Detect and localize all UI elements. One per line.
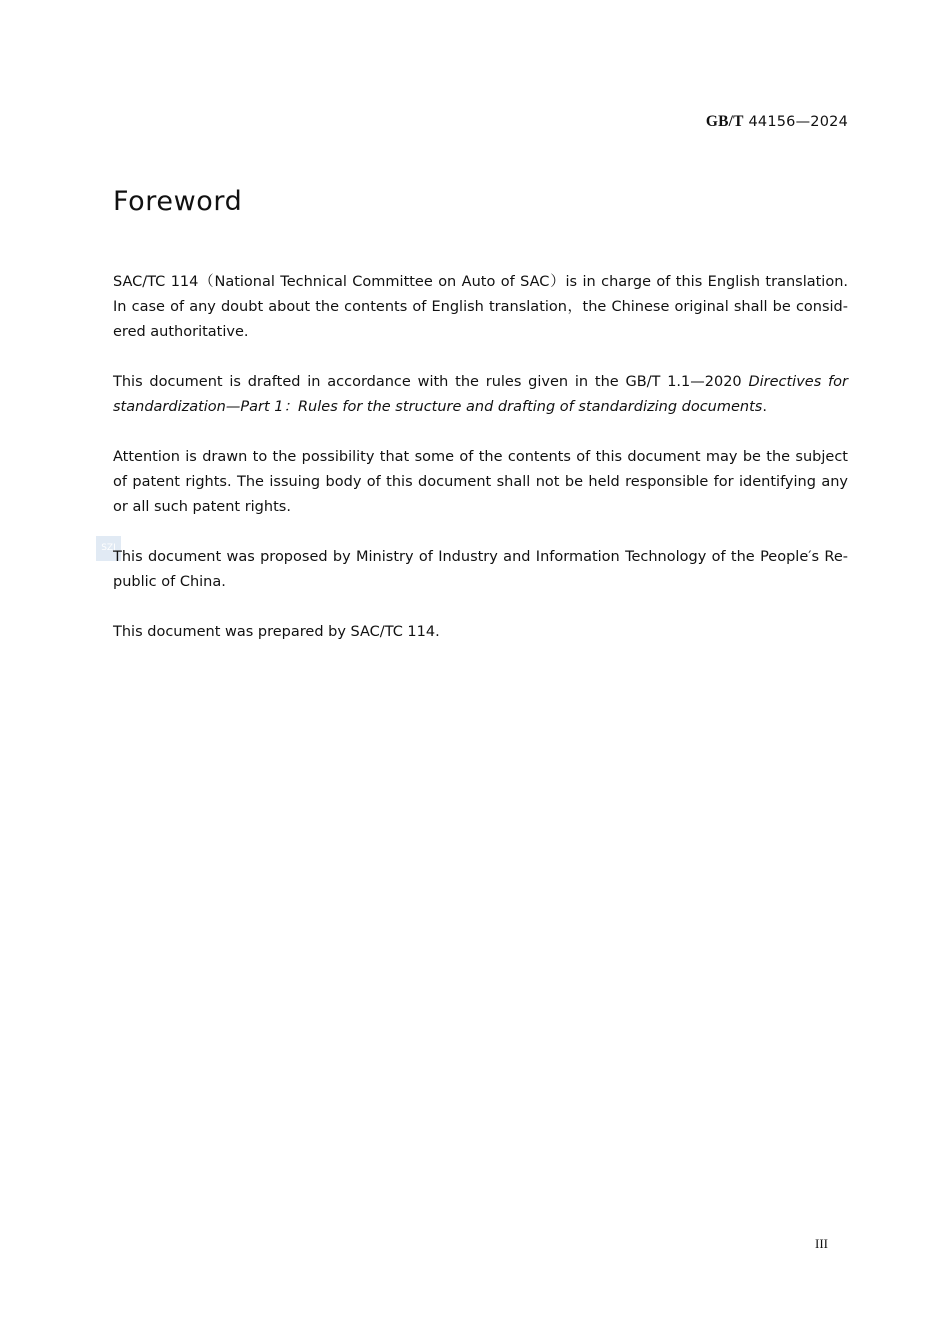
foreword-body	[113, 270, 848, 670]
standard-code: GB/T	[705, 113, 744, 130]
paragraph-translation-note: SAC/TC 114（National Technical Committee on Auto of SAC）is in charge of this English translation. In case of any doubt about the contents of English translation，the Chinese original shall be considered authoritative.	[113, 274, 848, 340]
drafting-rules-reference-title: Directives for standardization—Part 1：Rules for the structure and drafting of standardizing documents	[113, 374, 848, 415]
paragraph-drafting-rules	[113, 370, 848, 420]
page-number: III	[815, 1236, 828, 1251]
drafting-rules-period: .	[762, 399, 767, 415]
standard-number: 44156—2024	[748, 114, 848, 130]
drafting-rules-text: This document is drafted in accordance with the rules given in the GB/T 1.1—2020	[113, 374, 749, 390]
paragraph-proposed-by: This document was proposed by Ministry of Industry and Information Technology of the People′s Republic of China.	[113, 549, 848, 590]
document-header	[706, 113, 848, 131]
watermark-text: SZJ	[101, 543, 116, 553]
page-title: Foreword	[113, 186, 243, 217]
paragraph-patent-notice: Attention is drawn to the possibility that some of the contents of this document may be the subject of patent rights. The issuing body of this document shall not be held responsible for identifying any or all such patent rights.	[113, 449, 848, 515]
paragraph-prepared-by: This document was prepared by SAC/TC 114.	[113, 624, 440, 640]
